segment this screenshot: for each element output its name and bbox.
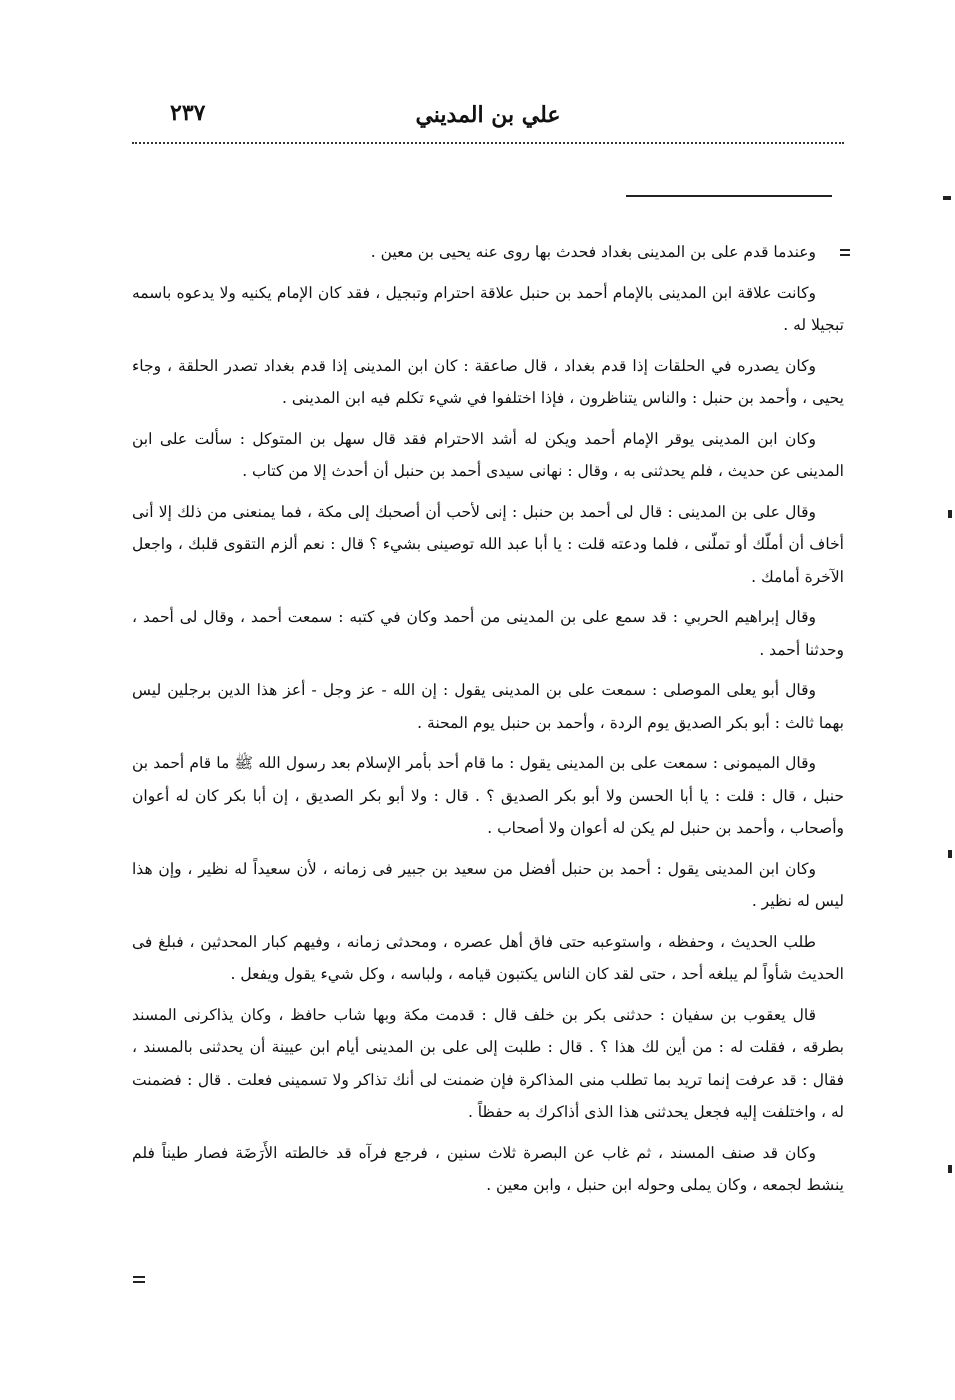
scan-edge-mark [943, 196, 951, 200]
paragraph: وكانت علاقة ابن المدينى بالإمام أحمد بن حنبل علاقة احترام وتبجيل ، فقد كان الإمام يكنيه ولا يدعوه باسمه تبجيلا له . [132, 283, 844, 334]
paragraph: وكان قد صنف المسند ، ثم غاب عن البصرة ثلاث سنين ، فرجع فرآه قد خالطته الأَرَضَة فصار طيناً فلم ينشط لجمعه ، وكان يملى وحوله ابن حنبل ، وابن معين . [132, 1143, 844, 1194]
paragraph: وكان يصدره في الحلقات إذا قدم بغداد ، قال صاعقة : كان ابن المدينى إذا قدم بغداد تصدر الحلقة ، وجاء يحيى ، وأحمد بن حنبل : والناس يتناظرون ، فإذا اختلفوا في شيء تكلم فيه ابن المدينى . [132, 356, 844, 407]
scan-edge-mark [948, 850, 952, 858]
paragraph: وقال على بن المدينى : قال لى أحمد بن حنبل : إنى لأحب أن أصحبك إلى مكة ، فما يمنعنى من ذلك إلا أنى أخاف أن أملّك أو تملّنى ، فلما ودعته قلت : يا أبا عبد الله توصينى بشيء ؟ قال : نعم ألزم التقوى قلبك ، واجعل الآخرة أمامك . [132, 502, 844, 586]
paragraph: قال يعقوب بن سفيان : حدثنى بكر بن خلف قال : قدمت مكة وبها شاب حافظ ، وكان يذاكرنى المسند بطرقه ، فقلت له : من أين لك هذا ؟ . قال : طلبت إلى على بن المدينى أيام ابن عيينة أن يحدثنى بالمسند ، فقال : قد عرفت إنما تريد بما تطلب منى المذاكرة فإن ضمنت لى أنك تذاكر ولا تسمينى فعلت . قال : فضمنت له ، واختلفت إليه فجعل يحدثنى هذا الذى أذاكرك به حفظاً . [132, 1005, 844, 1121]
paragraph: وقال الميمونى : سمعت على بن المدينى يقول : ما قام أحد بأمر الإسلام بعد رسول الله ﷺ ما قام أحمد بن حنبل ، قال : قلت : يا أبا الحسن ولا أبو بكر الصديق ؟ . قال : ولا أبو بكر الصديق ، إن أبا بكر كان له أعوان وأصحاب ، وأحمد بن حنبل لم يكن له أعوان ولا أصحاب . [132, 754, 844, 837]
page-body [132, 236, 844, 1210]
paragraph: وقال إبراهيم الحربي : قد سمع على بن المدينى من أحمد وكان في كتبه : سمعت أحمد ، وقال لى أحمد ، وحدثنا أحمد . [132, 608, 844, 659]
section-rule [626, 195, 832, 197]
header-dotted-rule [132, 142, 844, 144]
page-header [132, 96, 844, 140]
margin-mark-bottom [133, 1276, 145, 1278]
paragraph: وكان ابن المدينى يقول : أحمد بن حنبل أفضل من سعيد بن جبير فى زمانه ، لأن سعيداً له نظير ، وإن هذا ليس له نظير . [132, 859, 844, 910]
paragraph: وكان ابن المدينى يوقر الإمام أحمد ويكن له أشد الاحترام فقد قال سهل بن المتوكل : سألت على ابن المدينى عن حديث ، فلم يحدثنى به ، وقال : نهانى سيدى أحمد بن حنبل أن أحدث إلا من كتاب . [132, 429, 844, 480]
paragraph: طلب الحديث ، وحفظه ، واستوعبه حتى فاق أهل عصره ، ومحدثى زمانه ، وفيهم كبار المحدثين ، فبلغ فى الحديث شأواً لم يبلغه أحد ، حتى لقد كان الناس يكتبون قيامه ، ولباسه ، وكل شيء يقول ويفعل . [132, 932, 844, 983]
paragraph: وعندما قدم على بن المدينى بغداد فحدث بها روى عنه يحيى بن معين . [370, 243, 816, 261]
paragraph: وقال أبو يعلى الموصلى : سمعت على بن المدينى يقول : إن الله - عز وجل - أعز هذا الدين برجلين ليس بهما ثالث : أبو بكر الصديق يوم الردة ، وأحمد بن حنبل يوم المحنة . [132, 681, 844, 732]
margin-mark-bottom-2 [133, 1281, 145, 1283]
running-title: علي بن المديني [415, 102, 561, 128]
scan-edge-mark [948, 1165, 952, 1173]
page-number: ٢٣٧ [170, 100, 206, 126]
scan-edge-mark [948, 510, 952, 518]
